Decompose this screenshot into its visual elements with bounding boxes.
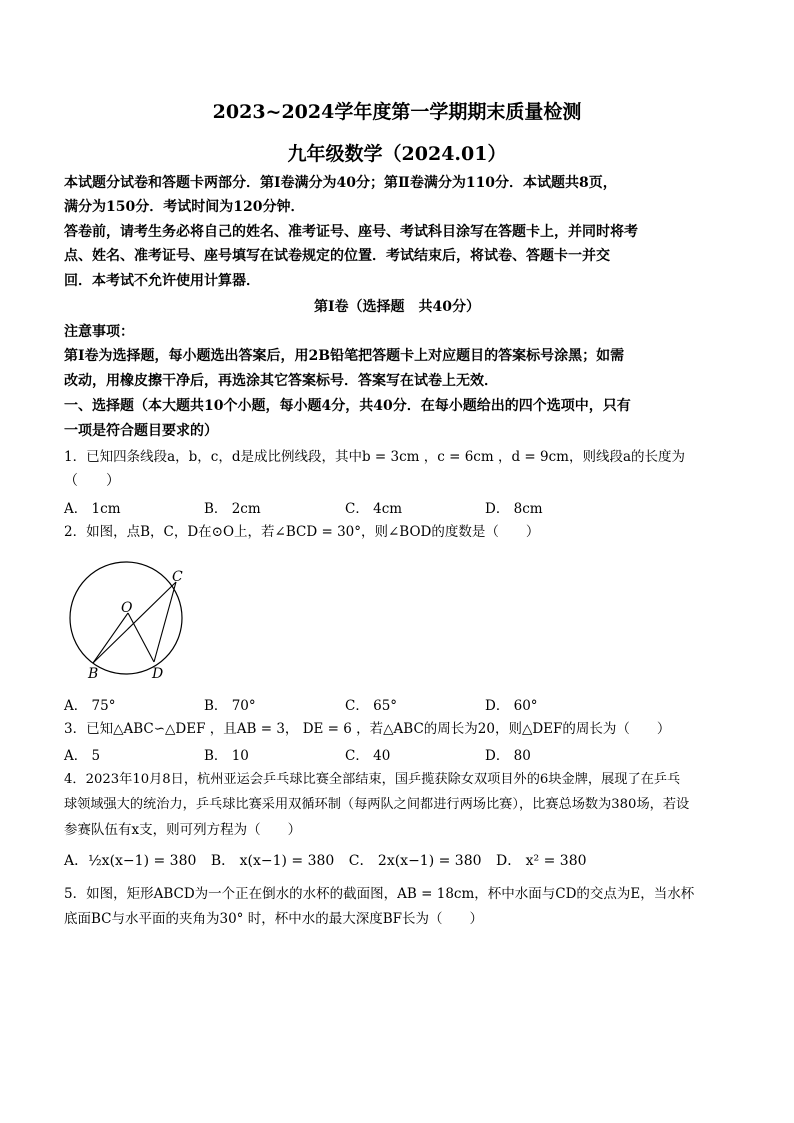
label-c: C xyxy=(172,569,183,585)
q3-option-c[interactable]: C． 40 xyxy=(345,748,391,764)
q1-options xyxy=(64,497,744,517)
q4-line-2: 球领域强大的统治力，乒乓球比赛采用双循环制（每两队之间都进行两场比赛），比赛总场数为380场，若设 xyxy=(64,797,690,812)
q5-line-1: 5．如图，矩形ABCD为一个正在倒水的水杯的截面图，AB = 18cm，杯中水面与CD的交点为E，当水杯 xyxy=(64,886,695,902)
label-b: B xyxy=(88,666,99,682)
q3-options xyxy=(64,744,744,764)
q4-options xyxy=(64,850,597,870)
q1-option-c[interactable]: C． 4cm xyxy=(345,501,403,517)
segment-od xyxy=(128,613,154,662)
label-o: O xyxy=(121,600,133,616)
intro-line-5: 回．本考试不允许使用计算器． xyxy=(64,273,260,289)
intro-line-2: 满分为150分．考试时间为120分钟． xyxy=(64,199,305,215)
q3-option-d[interactable]: D． 80 xyxy=(485,748,531,764)
q4-option-a[interactable]: A．½x(x−1) = 380 xyxy=(64,853,197,869)
part1-heading-1: 一、选择题（本大题共10个小题，每小题4分，共40分．在每小题给出的四个选项中，只有 xyxy=(64,398,631,414)
q2-option-a[interactable]: A． 75° xyxy=(64,698,116,714)
q2-option-b[interactable]: B． 70° xyxy=(204,698,256,714)
q4-option-d[interactable]: D． x² = 380 xyxy=(495,853,587,869)
q4-line-3: 参赛队伍有x支，则可列方程为（ ） xyxy=(64,822,302,838)
q1-option-d[interactable]: D． 8cm xyxy=(485,501,543,517)
label-d: D xyxy=(152,666,164,682)
notice-line-1: 第Ⅰ卷为选择题，每小题选出答案后，用2B铅笔把答题卡上对应题目的答案标号涂黑；如需 xyxy=(64,348,625,364)
q2-stem: 2．如图，点B，C，D在⊙O上，若∠BCD = 30°，则∠BOD的度数是（ ） xyxy=(64,524,540,540)
q4-line-1: 4．2023年10月8日，杭州亚运会乒乓球比赛全部结束，国乒揽获除女双项目外的6块金牌，展现了在乒乓 xyxy=(64,772,681,787)
segment-bc xyxy=(93,582,176,663)
circle-figure xyxy=(60,560,200,685)
intro-line-1: 本试题分试卷和答题卡两部分．第Ⅰ卷满分为40分；第Ⅱ卷满分为110分．本试题共8页， xyxy=(64,175,617,191)
notice-line-2: 改动，用橡皮擦干净后，再选涂其它答案标号．答案写在试卷上无效． xyxy=(64,373,498,389)
notice-heading: 注意事项： xyxy=(64,324,134,340)
segment-cd xyxy=(154,582,176,662)
section-title: 第Ⅰ卷（选择题 共40分） xyxy=(313,299,481,315)
circle-o xyxy=(70,562,182,674)
intro-line-3: 答卷前，请考生务必将自己的姓名、准考证号、座号、考试科目涂写在答题卡上，并同时将考 xyxy=(64,224,638,240)
q4-option-c[interactable]: C． 2x(x−1) = 380 xyxy=(348,853,482,869)
q5-line-2: 底面BC与水平面的夹角为30° 时，杯中水的最大深度BF长为（ ） xyxy=(64,911,484,927)
q1-option-a[interactable]: A． 1cm xyxy=(64,501,121,517)
segment-bo xyxy=(93,613,128,663)
q2-option-c[interactable]: C． 65° xyxy=(345,698,398,714)
q4-option-b[interactable]: B． x(x−1) = 380 xyxy=(210,853,335,869)
q1-stem: 1．已知四条线段a，b，c，d是成比例线段，其中b = 3cm ，c = 6cm ，d = 9cm，则线段a的长度为 xyxy=(64,449,685,465)
q1-paren: （ ） xyxy=(64,473,120,489)
q3-option-a[interactable]: A． 5 xyxy=(64,748,101,764)
q1-option-b[interactable]: B． 2cm xyxy=(204,501,261,517)
exam-subtitle: 九年级数学（2024.01） xyxy=(287,143,507,165)
intro-line-4: 点、姓名、准考证号、座号填写在试卷规定的位置．考试结束后，将试卷、答题卡一并交 xyxy=(64,248,610,264)
q3-option-b[interactable]: B． 10 xyxy=(204,748,249,764)
part1-heading-2: 一项是符合题目要求的） xyxy=(64,423,218,439)
q2-option-d[interactable]: D． 60° xyxy=(485,698,538,714)
q3-stem: 3．已知△ABC∽△DEF ，且AB = 3， DE = 6 ，若△ABC的周长为20，则△DEF的周长为（ ） xyxy=(64,721,671,737)
exam-title: 2023~2024学年度第一学期期末质量检测 xyxy=(212,101,582,123)
q2-options xyxy=(64,694,744,714)
